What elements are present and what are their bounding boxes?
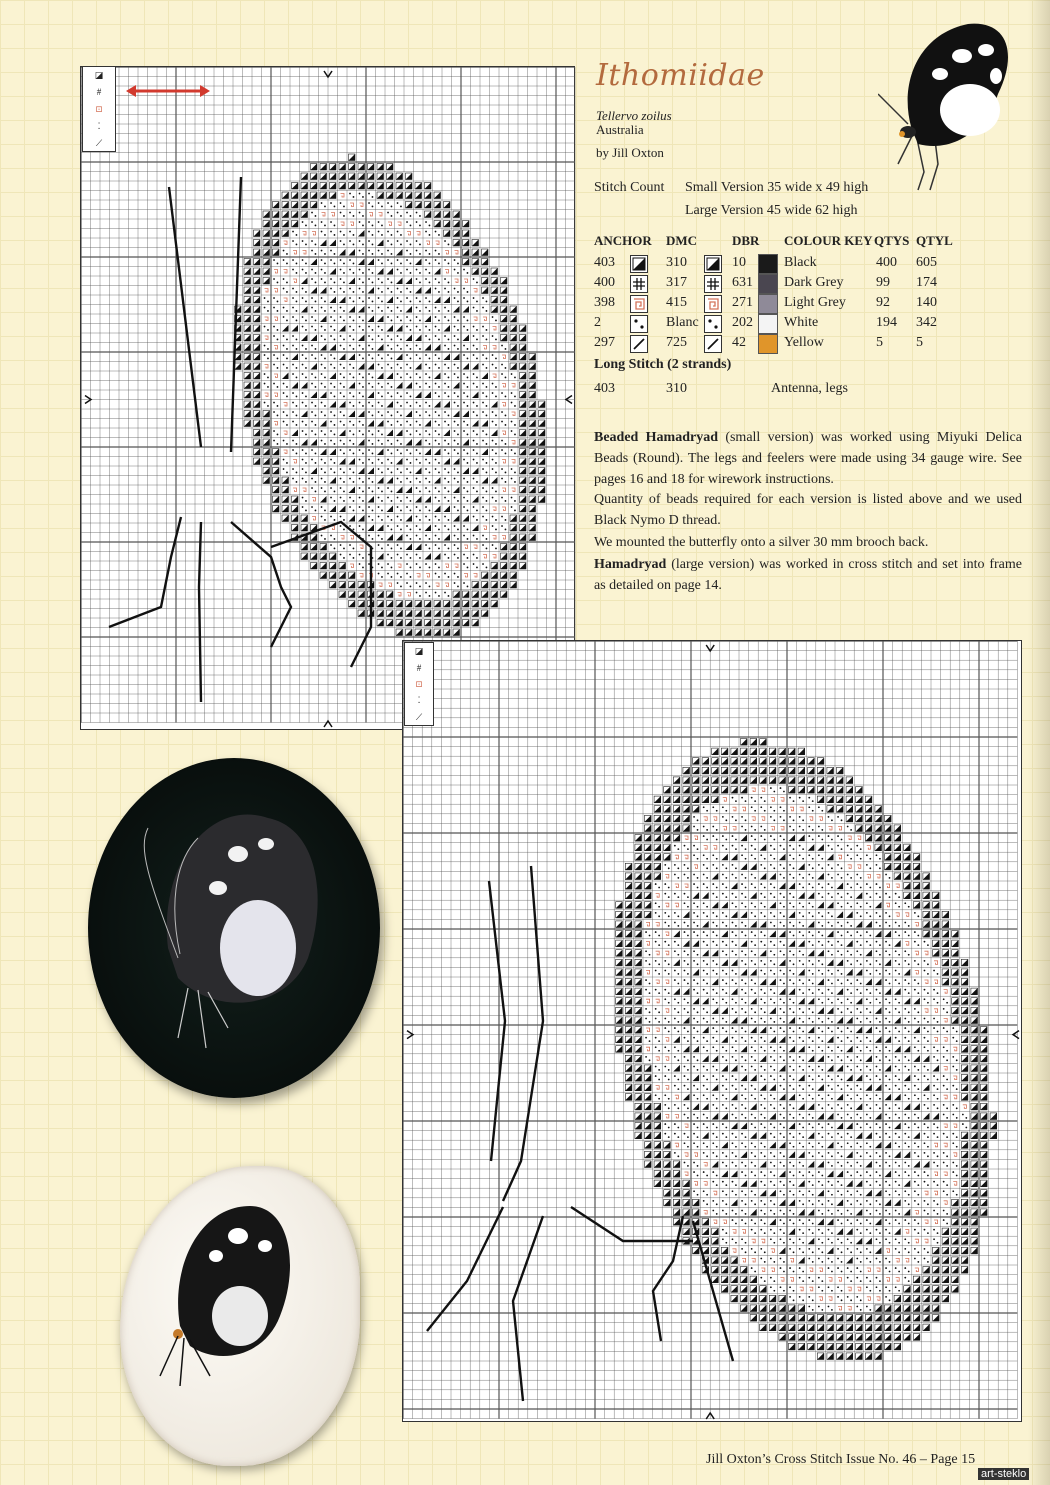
legend-lightgrey-symbol: ⊡: [415, 678, 423, 689]
legend-black-symbol: ◪: [94, 70, 104, 81]
hash-symbol-icon: [704, 275, 722, 293]
anchor-value: 403: [594, 255, 615, 270]
header-dmc: DMC: [666, 233, 698, 248]
species-name: Tellervo zoilus: [596, 108, 672, 123]
stitch-count-label: Stitch Count: [594, 180, 665, 195]
small-chart-legend: [82, 66, 116, 152]
colour-key-header: [594, 233, 994, 253]
colour-name: White: [784, 315, 819, 330]
half-square-symbol-icon: [704, 255, 722, 273]
legend-white-symbol: ⁚: [97, 120, 101, 131]
beaded-brooch-photo: [88, 758, 380, 1098]
stitch-count-large: Large Version 45 wide 62 high: [685, 203, 858, 218]
spiral-symbol-icon: [630, 295, 648, 313]
half-square-symbol-icon: [630, 255, 648, 273]
dmc-value: 725: [666, 335, 687, 350]
dbr-value: 631: [732, 275, 753, 290]
colour-name: Black: [784, 255, 817, 270]
header-colour-key: COLOUR KEY: [784, 233, 873, 248]
note-beaded-text: (small version) was worked using Miyuki Delica Beads (Round). The legs and feelers were made using 34 gauge wire. See pages 16 and 18 for wirework instructions.: [594, 430, 1022, 487]
colour-swatch: [758, 294, 778, 314]
slash-symbol-icon: [704, 335, 722, 353]
page-footer: Jill Oxton’s Cross Stitch Issue No. 46 – Page 15: [706, 1452, 976, 1467]
qtys-value: 400: [876, 255, 897, 270]
dbr-value: 42: [732, 335, 746, 350]
large-chart-legend: [404, 642, 434, 726]
hash-symbol-icon: [630, 275, 648, 293]
header-qtys: QTYS: [874, 233, 910, 248]
qtys-value: 99: [876, 275, 890, 290]
large-version-chart: [402, 640, 1022, 1422]
header-qtyl: QTYL: [916, 233, 953, 248]
anchor-value: 400: [594, 275, 615, 290]
dmc-value: 310: [666, 255, 687, 270]
note-beaded-title: Beaded Hamadryad: [594, 430, 718, 445]
author: by Jill Oxton: [596, 145, 664, 160]
colour-swatch: [758, 274, 778, 294]
colour-swatch: [758, 254, 778, 274]
qtyl-value: 5: [916, 335, 923, 350]
long-stitch-row: [594, 381, 994, 401]
note-quantity: Quantity of beads required for each version is listed above and we used Black Nymo D thread.: [594, 492, 1022, 528]
long-stitch-use: Antenna, legs: [771, 381, 848, 396]
qtyl-value: 140: [916, 295, 937, 310]
dots-symbol-icon: [704, 315, 722, 333]
legend-darkgrey-symbol: #: [416, 662, 422, 673]
anchor-value: 297: [594, 335, 615, 350]
colour-key-row: [594, 275, 994, 295]
colour-swatch: [758, 314, 778, 334]
colour-name: Light Grey: [784, 295, 846, 310]
legend-lightgrey-symbol: ⊡: [95, 103, 103, 114]
qtys-value: 194: [876, 315, 897, 330]
qtyl-value: 605: [916, 255, 937, 270]
dots-symbol-icon: [630, 315, 648, 333]
legend-darkgrey-symbol: #: [96, 87, 102, 98]
colour-key-row: [594, 335, 994, 355]
legend-yellow-symbol: ⟋: [95, 137, 103, 148]
qtys-value: 92: [876, 295, 890, 310]
qtys-value: 5: [876, 335, 883, 350]
header-anchor: ANCHOR: [594, 233, 652, 248]
long-stitch-dmc: 310: [666, 381, 687, 396]
dbr-value: 10: [732, 255, 746, 270]
framed-butterfly-photo: [120, 1166, 360, 1466]
butterfly-icon: [878, 14, 1018, 194]
stitch-count-small: Small Version 35 wide x 49 high: [685, 180, 869, 195]
long-stitch-heading-row: [594, 357, 994, 377]
dmc-value: 415: [666, 295, 687, 310]
dbr-value: 271: [732, 295, 753, 310]
legend-black-symbol: ◪: [414, 646, 424, 657]
note-brooch: We mounted the butterfly onto a silver 30 mm brooch back.: [594, 535, 929, 550]
note-large: [594, 554, 1022, 596]
long-stitch-anchor: 403: [594, 381, 615, 396]
note-large-title: Hamadryad: [594, 557, 667, 572]
qtyl-value: 174: [916, 275, 937, 290]
spiral-symbol-icon: [704, 295, 722, 313]
slash-symbol-icon: [630, 335, 648, 353]
header-dbr: DBR: [732, 233, 760, 248]
colour-key-row: [594, 255, 994, 275]
anchor-value: 2: [594, 315, 601, 330]
anchor-value: 398: [594, 295, 615, 310]
colour-key-row: [594, 315, 994, 335]
dbr-value: 202: [732, 315, 753, 330]
watermark: art-steklo: [978, 1468, 1029, 1480]
small-chart-grid: [81, 67, 576, 731]
qtyl-value: 342: [916, 315, 937, 330]
page-title: Ithomiidae: [596, 58, 765, 93]
colour-name: Dark Grey: [784, 275, 844, 290]
dmc-value: Blanc: [666, 315, 699, 330]
legend-yellow-symbol: ⟋: [415, 711, 423, 722]
note-large-text: (large version) was worked in cross stitch and set into frame as detailed on page 14.: [594, 557, 1022, 593]
note-beaded: [594, 427, 1022, 490]
stitched-butterfly-image: [120, 1166, 360, 1466]
colour-name: Yellow: [784, 335, 824, 350]
small-version-chart: [80, 66, 575, 730]
colour-key-row: [594, 295, 994, 315]
large-chart-grid: [403, 641, 1023, 1423]
width-arrow-icon: [126, 84, 210, 98]
beaded-butterfly-image: [88, 758, 380, 1098]
colour-swatch: [758, 334, 778, 354]
dmc-value: 317: [666, 275, 687, 290]
legend-white-symbol: ⁚: [417, 695, 421, 706]
long-stitch-heading: Long Stitch (2 strands): [594, 357, 732, 372]
location: Australia: [596, 122, 644, 137]
page-spine-shadow: [1028, 0, 1050, 1485]
